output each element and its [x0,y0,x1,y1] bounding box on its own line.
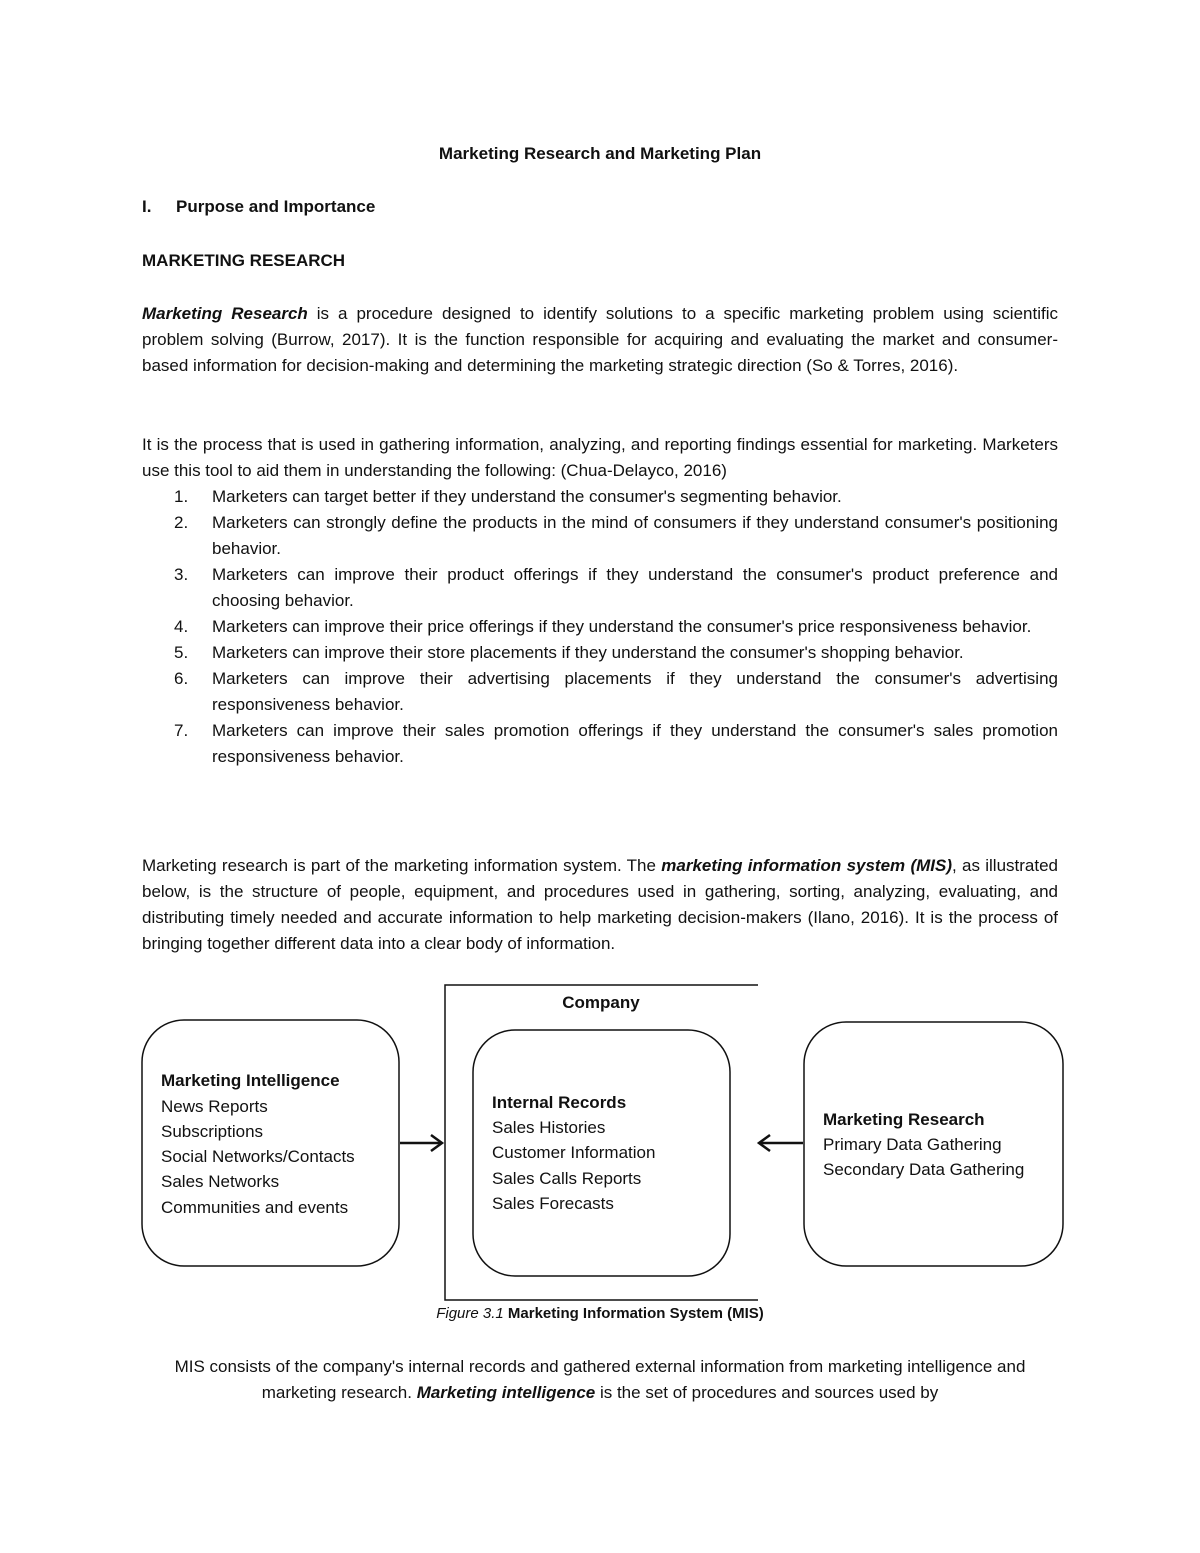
list-item: 7. Marketers can improve their sales promotion offerings if they understand the consumer's sales promotion responsiveness behavior. [174,721,1058,766]
term-marketing-research: Marketing Research [142,304,308,323]
center-box-title: Internal Records [492,1093,627,1112]
benefits-list [142,484,1058,770]
list-item: 6. Marketers can improve their advertising placements if they understand the consumer's advertising responsiveness behavior. [174,669,1058,714]
company-label: Company [562,993,640,1012]
center-box-item: Sales Calls Reports [492,1169,642,1188]
left-box-title: Marketing Intelligence [161,1071,340,1090]
term-marketing-intelligence: Marketing intelligence [416,1383,596,1402]
figure-caption [0,1305,1200,1322]
list-item: 2. Marketers can strongly define the products in the mind of consumers if they understand consumer's positioning behavior. [174,513,1058,558]
figure-title: Marketing Information System (MIS) [503,1305,764,1322]
list-item: 4. Marketers can improve their price offerings if they understand the consumer's price responsiveness behavior. [174,617,1032,636]
center-box-item: Sales Forecasts [492,1194,614,1213]
list-item: 1. Marketers can target better if they understand the consumer's segmenting behavior. [174,487,842,506]
left-box-item: Subscriptions [161,1122,264,1141]
paragraph1-text: is a procedure designed to identify solutions to a specific marketing problem using scientific problem solving (Burrow, 2017). It is the function responsible for acquiring and evaluating the market and consumer-based information for decision-making and determining the marketing strategic direction (So & Torres, 2016). [142,304,1058,375]
left-box-item: News Reports [161,1097,268,1116]
mis-diagram [0,980,1200,1310]
section-number: I. [142,197,152,216]
list-item: 5. Marketers can improve their store placements if they understand the consumer's shopping behavior. [174,643,964,662]
marketing-intelligence-box [142,1020,399,1266]
right-box-title: Marketing Research [823,1110,985,1129]
left-box-item: Social Networks/Contacts [161,1147,355,1166]
right-box-item: Secondary Data Gathering [823,1160,1025,1179]
left-box-item: Sales Networks [161,1172,280,1191]
term-mis: marketing information system (MIS) [661,856,952,875]
list-item: 3. Marketers can improve their product offerings if they understand the consumer's product preference and choosing behavior. [174,565,1058,610]
subheading: MARKETING RESEARCH [142,251,346,270]
paragraph-mis: Marketing research is part of the marketing information system. The marketing information system (MIS), as illustrated below, is the structure of people, equipment, and procedures used in gathering, sorting, analyzing, evaluating, and distributing timely needed and accurate information to help marketing decision-makers (Ilano, 2016). It is the process of bringing together different data into a clear body of information. [142,856,1058,953]
document-title: Marketing Research and Marketing Plan [438,144,762,163]
arrow-left-icon [759,1135,803,1151]
section-label: Purpose and Importance [176,197,376,216]
center-box-item: Sales Histories [492,1118,606,1137]
paragraph-mis-components: MIS consists of the company's internal records and gathered external information from marketing intelligence and marketing research. Marketing intelligence is the set of procedures and sources used by [174,1357,1026,1402]
figure-label: Figure 3.1 [436,1305,504,1322]
left-box-item: Communities and events [161,1198,349,1217]
paragraph-process: It is the process that is used in gathering information, analyzing, and reporting findings essential for marketing. Marketers use this tool to aid them in understanding the following: (Chua-Delayco, 2016) [142,435,1058,480]
right-box-item: Primary Data Gathering [823,1135,1002,1154]
paragraph-definition [142,301,1058,379]
section-heading [142,197,375,217]
arrow-right-icon [400,1135,442,1151]
center-box-item: Customer Information [492,1143,656,1162]
